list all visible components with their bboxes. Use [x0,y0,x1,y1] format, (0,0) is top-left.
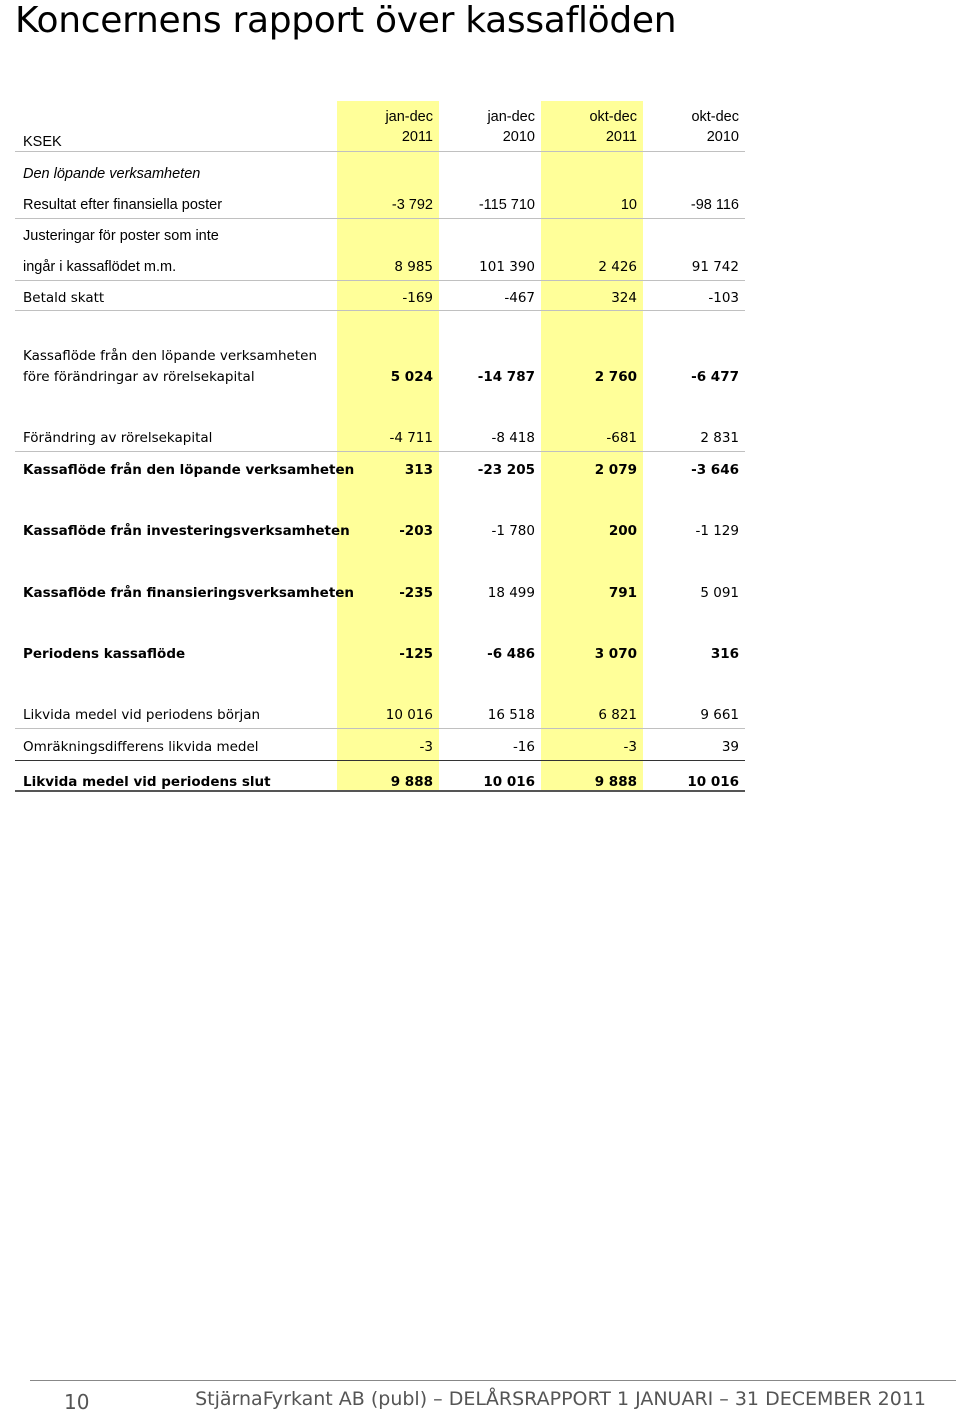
row-divider [15,280,745,281]
row-value: -8 418 [491,430,535,446]
row-value: -169 [402,290,433,306]
row-value: 39 [721,739,739,755]
row-value: -3 646 [691,462,739,478]
column-header-2: jan-dec 2010 [487,109,535,145]
row-label: Resultat efter finansiella poster [23,197,223,213]
row-value: 10 016 [385,707,433,723]
row-value: 3 070 [594,646,637,662]
unit-label: KSEK [23,134,62,150]
row-value: 10 [620,197,637,213]
row-divider [15,310,745,311]
column-header-4: okt-dec 2010 [691,109,739,145]
row-value: 8 985 [394,259,433,275]
row-value: -3 [623,739,637,755]
row-label: Likvida medel vid periodens början [23,707,261,723]
row-value: 10 016 [483,774,535,790]
row-value: 200 [608,523,637,539]
row-label: Justeringar för poster som inte [23,228,219,244]
row-value: 18 499 [487,585,535,601]
row-label-continued: ingår i kassaflödet m.m. [23,259,177,275]
row-value: 9 888 [390,774,433,790]
row-label: Likvida medel vid periodens slut [23,774,271,790]
row-label: Kassaflöde från den löpande verksamheten [23,348,318,364]
row-value: -14 787 [477,369,535,385]
row-value: -235 [399,585,433,601]
footer-text: StjärnaFyrkant AB (publ) – DELÅRSRAPPORT 1 JANUARI – 31 DECEMBER 2011 [195,1388,926,1410]
row-value: 324 [611,290,637,306]
row-value: 2 079 [594,462,637,478]
row-value: 101 390 [479,259,535,275]
row-label-continued: före förändringar av rörelsekapital [23,369,255,385]
column-header-1: jan-dec 2011 [385,109,433,145]
row-value: -98 116 [690,197,739,213]
row-divider [15,451,745,452]
footer-divider [30,1380,956,1381]
row-value: 5 091 [700,585,739,601]
row-value: -115 710 [478,197,535,213]
row-label: Kassaflöde från finansieringsverksamheten [23,585,355,601]
row-label: Kassaflöde från den löpande verksamheten [23,462,355,478]
row-divider [15,218,745,219]
row-value: -103 [708,290,739,306]
row-value: 316 [710,646,739,662]
row-value: 5 024 [390,369,433,385]
table-bottom-rule [15,790,745,792]
row-value: -125 [399,646,433,662]
row-value: -3 [419,739,433,755]
row-value: -681 [606,430,637,446]
row-label: Kassaflöde från investeringsverksamheten [23,523,350,539]
row-label: Periodens kassaflöde [23,646,186,662]
row-value: -467 [504,290,535,306]
column-header-3: okt-dec 2011 [589,109,637,145]
row-label: Betald skatt [23,290,105,306]
row-value: -16 [512,739,535,755]
row-value: 9 661 [700,707,739,723]
row-value: 2 831 [700,430,739,446]
row-value: 16 518 [487,707,535,723]
page-title: Koncernens rapport över kassaflöden [15,0,677,41]
header-divider [15,151,745,152]
row-value: 2 426 [598,259,637,275]
row-value: -6 477 [691,369,739,385]
row-value: -203 [399,523,433,539]
row-value: -6 486 [487,646,535,662]
row-value: 9 888 [594,774,637,790]
row-value: 6 821 [598,707,637,723]
row-label: Förändring av rörelsekapital [23,430,213,446]
row-value: -1 780 [491,523,535,539]
row-value: 313 [404,462,433,478]
row-value: 91 742 [691,259,739,275]
row-value: -1 129 [695,523,739,539]
row-value: -23 205 [477,462,535,478]
row-value: -3 792 [391,197,433,213]
row-divider [15,728,745,729]
section-heading: Den löpande verksamheten [23,166,201,182]
row-value: -4 711 [389,430,433,446]
row-value: 10 016 [687,774,739,790]
row-label: Omräkningsdifferens likvida medel [23,739,259,755]
row-value: 791 [608,585,637,601]
page-number: 10 [64,1390,90,1414]
row-value: 2 760 [594,369,637,385]
row-divider [15,760,745,761]
